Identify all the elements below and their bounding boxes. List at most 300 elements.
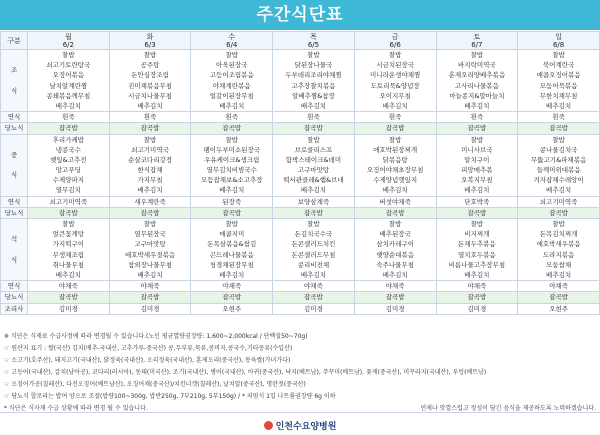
header-day-4 [354, 32, 436, 50]
page-title: 주간식단표 [256, 5, 344, 25]
menu-cell [518, 292, 600, 303]
menu-item: 배추김치 [382, 186, 408, 195]
menu-item: 햇양순대볶음 [376, 250, 414, 259]
menu-item: 찰밥 [307, 51, 320, 59]
day-date: 6/6 [389, 40, 401, 49]
menu-cell [109, 112, 191, 123]
menu-item: 버섯야채죽 [379, 197, 411, 206]
menu-cell [436, 50, 518, 112]
menu-item: 잡곡밥 [140, 293, 160, 302]
menu-item: 찰밥 [307, 135, 320, 144]
menu-item: 배추김치 [55, 101, 81, 110]
menu-table [0, 31, 600, 315]
menu-item: 고추장찰치볶음 [291, 81, 336, 90]
menu-item: 단호박죽 [464, 197, 490, 206]
menu-item: 김미경 [304, 304, 323, 313]
menu-item: 숙주나물무침 [376, 260, 414, 269]
menu-item: 미니라운생야채찜 [370, 71, 421, 80]
menu-item: 들깨머위대볶음 [536, 166, 581, 175]
menu-item: 함박스테이크&데미 [285, 155, 342, 164]
day-name: 토 [473, 32, 481, 41]
menu-cell [354, 112, 436, 123]
menu-item: 흰죽 [225, 113, 239, 122]
row-label: 중 식 [1, 134, 28, 196]
header-day-2 [191, 32, 273, 50]
menu-cell [109, 219, 191, 281]
menu-cell [436, 219, 518, 281]
menu-cell [436, 112, 518, 123]
menu-item: 고구마맛탕 [134, 240, 166, 249]
menu-item: 미니사브국 [461, 145, 493, 154]
menu-item: 잡곡밥 [304, 208, 323, 217]
menu-cell [191, 50, 273, 112]
menu-item: 찰밥 [307, 220, 320, 229]
menu-item: 쇠고기미역죽 [539, 197, 578, 206]
row-label: 당뇨식 [1, 123, 28, 134]
menu-cell [436, 134, 518, 196]
menu-item: 야채계란볶음 [212, 81, 251, 90]
menu-row [1, 281, 600, 292]
menu-item: 열무김치 [55, 186, 81, 195]
menu-cell [28, 50, 110, 112]
menu-item: 잡곡밥 [222, 293, 242, 302]
menu-item: 가지떡구이 [52, 240, 85, 249]
menu-cell [436, 303, 518, 314]
menu-item: 배추김치 [137, 271, 163, 279]
row-label: 당뇨식 [1, 292, 28, 303]
menu-item: 배추김치 [546, 186, 572, 195]
menu-item: 배추김치 [219, 186, 245, 195]
menu-item: 김미경 [385, 304, 405, 313]
menu-item: 공주탕 [140, 61, 160, 70]
menu-item: 오징어야채초장무침 [366, 166, 424, 175]
menu-cell [354, 281, 436, 292]
menu-cell [109, 50, 191, 112]
day-date: 6/5 [307, 40, 320, 49]
menu-item: 배추김치 [382, 271, 408, 279]
menu-item: 잡곡밥 [58, 124, 78, 133]
menu-cell [273, 50, 355, 112]
menu-item: 참외장나물무침 [128, 260, 173, 269]
menu-item: 브로콜리스프 [294, 145, 333, 154]
day-name: 목 [310, 32, 317, 41]
menu-cell [273, 207, 355, 218]
menu-item: 찰밥 [62, 51, 75, 59]
menu-item: 잡곡밥 [385, 293, 405, 302]
menu-item: 배추김치 [546, 271, 572, 279]
menu-item: 흰죽 [470, 113, 484, 122]
menu-item: 찰밥 [388, 51, 402, 59]
menu-row [1, 112, 600, 123]
note-line: ☞ 소고기(호주산), 돼지고기(국내산), 닭정육(국내산), 오리정육(국내산), 훈제오리(중국산), 동육쌀(가녀가다) [4, 357, 291, 364]
menu-item: 찰밥 [62, 220, 75, 229]
menu-item: 찰밥 [225, 220, 239, 229]
day-date: 6/2 [62, 40, 74, 49]
menu-item: 야채죽 [222, 282, 242, 291]
menu-cell [518, 196, 600, 207]
menu-item: 야채죽 [58, 282, 78, 291]
menu-item: 잡곡밥 [467, 124, 487, 133]
menu-item: 잡곡밥 [58, 293, 78, 302]
menu-cell [191, 207, 273, 218]
menu-item: 잡곡밥 [467, 293, 487, 302]
menu-item: 피망매추볶 [461, 166, 493, 175]
menu-item: 찰밥 [552, 220, 565, 229]
menu-item: 배추김치 [464, 271, 490, 279]
menu-item: 배추김치 [219, 101, 245, 110]
menu-item: 배추김치 [382, 101, 408, 110]
menu-item: 잡곡밥 [304, 293, 323, 302]
menu-item: 냉콩국수 [55, 145, 81, 154]
day-date: 6/3 [144, 40, 156, 49]
menu-item: 매콤지미 [219, 230, 245, 239]
menu-item: 배추김치 [219, 271, 245, 279]
menu-item: 오현주 [549, 304, 569, 313]
note-line: ※ 식단은 식재료 수급사정에 따라 변경될 수 있습니다.(노인 평균열량권장량: 1,600~2,000kcal / 단백질50~70g) [4, 333, 308, 340]
hospital-name: 인천수요양병원 [275, 422, 337, 432]
menu-item: 찰밥 [470, 135, 484, 144]
menu-item: 흰죽 [143, 113, 157, 122]
menu-item: 잡곡밥 [222, 208, 242, 217]
menu-item: 매콤오징어볶음 [536, 71, 581, 80]
menu-item: 잡곡밥 [222, 124, 242, 133]
menu-item: 진미채볶음무침 [128, 81, 173, 90]
menu-item: 팽이두부미소된장국 [203, 145, 261, 154]
menu-cell [273, 219, 355, 281]
menu-cell [109, 207, 191, 218]
menu-item: 무생채조림 [52, 250, 85, 259]
menu-row [1, 207, 600, 218]
note-line: ☞ 당뇨식 할로리는 밥여 양으로 조절(밥량100~300g, 밥반250g, 7부210g, 5부150g) / * 처멈식 1일 나트륨권장량 6g 이하 [4, 393, 336, 400]
menu-item: 열치호두볶음 [458, 250, 496, 259]
menu-item: 곤드레나물볶음 [209, 250, 254, 259]
menu-cell [191, 281, 273, 292]
menu-item: 한식잡채 [137, 166, 163, 175]
menu-item: 돈안심장조림 [131, 71, 169, 80]
menu-item: 잡곡밥 [549, 293, 569, 302]
menu-item: 콩나물김치국 [539, 145, 578, 154]
menu-cell [28, 219, 110, 281]
menu-cell [28, 112, 110, 123]
menu-item: 가지무침 [137, 176, 163, 185]
menu-item: 떡서관클레&햄&브네 [283, 176, 344, 185]
menu-cell [109, 134, 191, 196]
menu-item: 수제양념깻잎지 [373, 176, 418, 185]
menu-item: 김미경 [140, 304, 160, 313]
menu-item: 배추김치 [300, 101, 327, 110]
menu-cell [109, 281, 191, 292]
menu-item: 닭된장나물국 [294, 61, 333, 70]
menu-item: 마늘종지&말마늘치 [449, 91, 505, 100]
menu-item: 콩리비전채 [297, 260, 330, 269]
menu-cell [518, 112, 600, 123]
menu-row [1, 134, 600, 196]
day-date: 6/4 [226, 40, 238, 49]
menu-item: 북어계란국 [542, 61, 575, 70]
menu-item: 알치구이 [464, 155, 490, 164]
menu-item: 후리가케밥 [52, 135, 85, 144]
menu-row [1, 123, 600, 134]
day-date: 6/8 [552, 40, 565, 49]
menu-item: 찰밥 [225, 51, 239, 59]
menu-item: 김미경 [467, 304, 487, 313]
day-name: 수 [228, 32, 236, 41]
menu-item: 돈채두추볶음 [458, 240, 496, 249]
menu-item: 잡곡밥 [140, 124, 160, 133]
menu-item: 배추된장국 [379, 230, 411, 239]
menu-cell [191, 123, 273, 134]
menu-item: 날치알계란찜 [49, 81, 88, 90]
menu-item: 잡곡밥 [140, 208, 160, 217]
menu-item: 시금치나물무침 [128, 91, 173, 100]
menu-cell [191, 196, 273, 207]
menu-item: 오징어볶음 [52, 71, 85, 80]
menu-item: 비름나물고추장무침 [448, 260, 506, 269]
menu-cell [28, 207, 110, 218]
menu-item: 애호박새우젓볶음 [124, 250, 176, 259]
menu-item: 찰밥 [143, 51, 157, 59]
menu-item: 무한치채무침 [539, 91, 578, 100]
menu-item: 오현주 [222, 304, 242, 313]
header-day-6 [518, 32, 600, 50]
note-line: ☞ 원산지 표기 : 쌀(국산) 김치(배추-국내산, 고추가루-중국산) 콩,두부류,묵류,콩비지,콩국수,기타콩류(수입산) [4, 345, 293, 352]
menu-cell [436, 123, 518, 134]
menu-cell [354, 303, 436, 314]
menu-cell [518, 134, 600, 196]
menu-item: 배추김치 [464, 186, 490, 195]
menu-item: 알배추찜&참장 [292, 91, 335, 100]
menu-item: 야채죽 [140, 282, 160, 291]
note-line: ☞ 고등어(국내산), 갈치(남아공), 코다리(러시아), 동태(미국산), 조기(국내산), 병어(국내산), 아귀(중국산), 낙지(베트남), 주꾸미(베트남), 꽃게(중국산), 미꾸라지(국내산), 우렁(베트남) [4, 369, 487, 376]
header-day-1 [109, 32, 191, 50]
menu-cell [518, 219, 600, 281]
menu-item: 취나물무침 [52, 260, 85, 269]
menu-row [1, 303, 600, 314]
menu-cell [354, 123, 436, 134]
menu-item: 흰죽 [552, 113, 565, 122]
menu-cell [28, 196, 110, 207]
menu-row [1, 50, 600, 112]
note-line: ☞ 오징어가공(칠레산), 다진오징어(베트남산), 오징어채(중국산)/치킨너겟(칠레산), 날치알(중국산), 명란젓(중국산) [4, 381, 306, 388]
menu-item: 망고푸딩 [55, 166, 81, 175]
menu-item: 아욱된장국 [216, 61, 248, 70]
menu-item: 오이지무침 [379, 91, 411, 100]
menu-cell [109, 292, 191, 303]
menu-item: 돈콘샐러드무침 [291, 250, 336, 259]
menu-item: 찰밥 [143, 220, 157, 229]
menu-item: 찰밥 [470, 220, 484, 229]
menu-item: 콩쇄볶음깨무침 [46, 91, 91, 100]
menu-cell [28, 303, 110, 314]
menu-cell [28, 292, 110, 303]
menu-item: 우유케이크&생크림 [204, 155, 260, 164]
menu-cell [28, 123, 110, 134]
menu-cell [273, 281, 355, 292]
menu-item: 두부데리조리야채찜 [285, 71, 342, 80]
menu-item: 애호박된장찌개 [373, 145, 418, 154]
menu-cell [354, 292, 436, 303]
menu-item: 겨자잡채수레앙이 [533, 176, 584, 185]
menu-cell [191, 292, 273, 303]
menu-item: 잡곡밥 [385, 124, 405, 133]
menu-item: 고사리나물볶음 [454, 81, 499, 90]
header-day-5 [436, 32, 518, 50]
menu-item: 야채죽 [304, 282, 323, 291]
menu-item: 배추김치 [464, 101, 490, 110]
menu-item: 쇠고기미역국 [131, 145, 169, 154]
menu-cell [191, 219, 273, 281]
menu-cell [518, 281, 600, 292]
menu-item: 쇠고기미역죽 [49, 197, 88, 206]
header-day-0 [28, 32, 110, 50]
menu-cell [273, 112, 355, 123]
menu-item: 찰밥 [470, 51, 484, 59]
menu-item: 찰밥 [143, 135, 157, 144]
menu-item: 잡곡밥 [385, 208, 405, 217]
menu-item: 배추김치 [137, 186, 163, 195]
menu-cell [28, 134, 110, 196]
menu-item: 배추김치 [300, 271, 327, 279]
header-day-3 [273, 32, 355, 50]
menu-item: 얼갈이된장무침 [209, 91, 254, 100]
menu-item: 야채죽 [549, 282, 569, 291]
menu-item: 도라지볶음 [542, 250, 575, 259]
menu-cell [354, 219, 436, 281]
row-label: 조 식 [1, 50, 28, 112]
notes [0, 331, 600, 411]
menu-item: 잡곡밥 [467, 208, 487, 217]
menu-item: 돈목김치찌개 [539, 230, 578, 239]
menu-cell [354, 50, 436, 112]
row-label: 연식 [1, 281, 28, 292]
menu-item: 된장죽 [222, 197, 242, 206]
menu-item: 찰밥 [552, 51, 565, 59]
menu-item: 새우계란죽 [134, 197, 166, 206]
menu-cell [354, 196, 436, 207]
menu-item: 무뚫고기&파채볶음 [530, 155, 587, 164]
menu-cell [191, 303, 273, 314]
menu-item: 쇠고기토란탕국 [46, 61, 91, 70]
row-label: 석 식 [1, 219, 28, 281]
menu-cell [273, 134, 355, 196]
menu-item: 야채죽 [385, 282, 405, 291]
menu-item: 배추김치 [546, 101, 572, 110]
menu-item: 얼큰꽃게탕 [52, 230, 85, 239]
menu-item: 애호박새우볶음 [536, 240, 581, 249]
header-label: 구분 [1, 32, 28, 50]
menu-row [1, 196, 600, 207]
menu-item: 시금치된장국 [376, 61, 414, 70]
menu-item: 찰밥 [388, 135, 402, 144]
menu-cell [518, 50, 600, 112]
day-name: 화 [146, 32, 154, 41]
menu-item: 순살코다리강정 [128, 155, 173, 164]
row-label: 연식 [1, 196, 28, 207]
menu-item: 찰밥 [388, 220, 402, 229]
menu-item: 배추김치 [137, 101, 163, 110]
menu-cell [518, 207, 600, 218]
menu-item: 오복지무침 [461, 176, 493, 185]
menu-item: 흰죽 [388, 113, 402, 122]
menu-cell [28, 281, 110, 292]
menu-cell [354, 134, 436, 196]
menu-item: 돈김치국수국 [294, 230, 333, 239]
menu-item: 흰죽 [62, 113, 75, 122]
menu-item: 잡곡밥 [304, 124, 323, 133]
day-name: 일 [555, 32, 562, 41]
header-row [1, 32, 600, 50]
menu-item: 김미경 [58, 304, 78, 313]
menu-item: 돈목살볶음&쌈김 [207, 240, 257, 249]
row-label: 조리사 [1, 303, 28, 314]
menu-cell [436, 281, 518, 292]
menu-item: 잡곡밥 [549, 208, 569, 217]
menu-cell [518, 123, 600, 134]
menu-row [1, 219, 600, 281]
menu-item: 야채죽 [467, 282, 487, 291]
hospital-logo-icon [264, 421, 273, 430]
menu-cell [518, 303, 600, 314]
footer [0, 412, 600, 435]
menu-item: 찰밥 [552, 135, 565, 144]
menu-item: 도토리묵&양념장 [370, 81, 420, 90]
menu-item: 고구마맛탕 [297, 166, 330, 175]
menu-cell [273, 303, 355, 314]
menu-item: 모둠어묵볶음 [539, 81, 578, 90]
menu-item: 훈제오리양배추볶음 [448, 71, 506, 80]
menu-cell [273, 292, 355, 303]
menu-item: 보양삼계죽 [297, 197, 330, 206]
menu-item: 모둠쌈채 [546, 260, 572, 269]
menu-item: 고등어조림볶음 [209, 71, 254, 80]
day-date: 6/7 [471, 40, 483, 49]
menu-item: 열무김치비빔국수 [206, 166, 257, 175]
menu-item: 청경채된장무침 [209, 260, 254, 269]
menu-cell [191, 134, 273, 196]
menu-item: 비지찌개 [464, 230, 490, 239]
menu-cell [109, 196, 191, 207]
footer-right-note: 언제나 맛깔스럽고 정성이 담긴 음식을 제공하도록 노력하겠습니다. [420, 405, 596, 412]
menu-item: 바지락미역국 [458, 61, 496, 70]
menu-cell [273, 196, 355, 207]
menu-item: 잡곡밥 [58, 208, 78, 217]
row-label: 당뇨식 [1, 207, 28, 218]
menu-cell [109, 303, 191, 314]
menu-item: 열무된장국 [134, 230, 166, 239]
menu-cell [436, 292, 518, 303]
menu-item: 배추김치 [55, 271, 81, 279]
menu-cell [273, 123, 355, 134]
menu-cell [436, 196, 518, 207]
menu-cell [109, 123, 191, 134]
hospital-logo [0, 419, 600, 432]
menu-cell [436, 207, 518, 218]
menu-item: 배추김치 [300, 186, 327, 195]
row-label: 연식 [1, 112, 28, 123]
menu-item: 흰죽 [307, 113, 320, 122]
menu-item: 찰밥 [225, 135, 239, 144]
menu-cell [191, 112, 273, 123]
menu-item: 닭볶음탕 [382, 155, 408, 164]
menu-item: 잡곡밥 [549, 124, 569, 133]
menu-item: 돈콘샐러드치킨 [291, 240, 336, 249]
footer-left-note: * 식단은 식자재 수급 상황에 따라 변경 될 수 있습니다. [4, 405, 148, 412]
menu-item: 삼치카레구이 [376, 240, 414, 249]
day-name: 월 [64, 32, 72, 41]
day-name: 금 [391, 32, 399, 41]
menu-item: 모듬잡채보&소고추장 [200, 176, 263, 185]
menu-row [1, 292, 600, 303]
